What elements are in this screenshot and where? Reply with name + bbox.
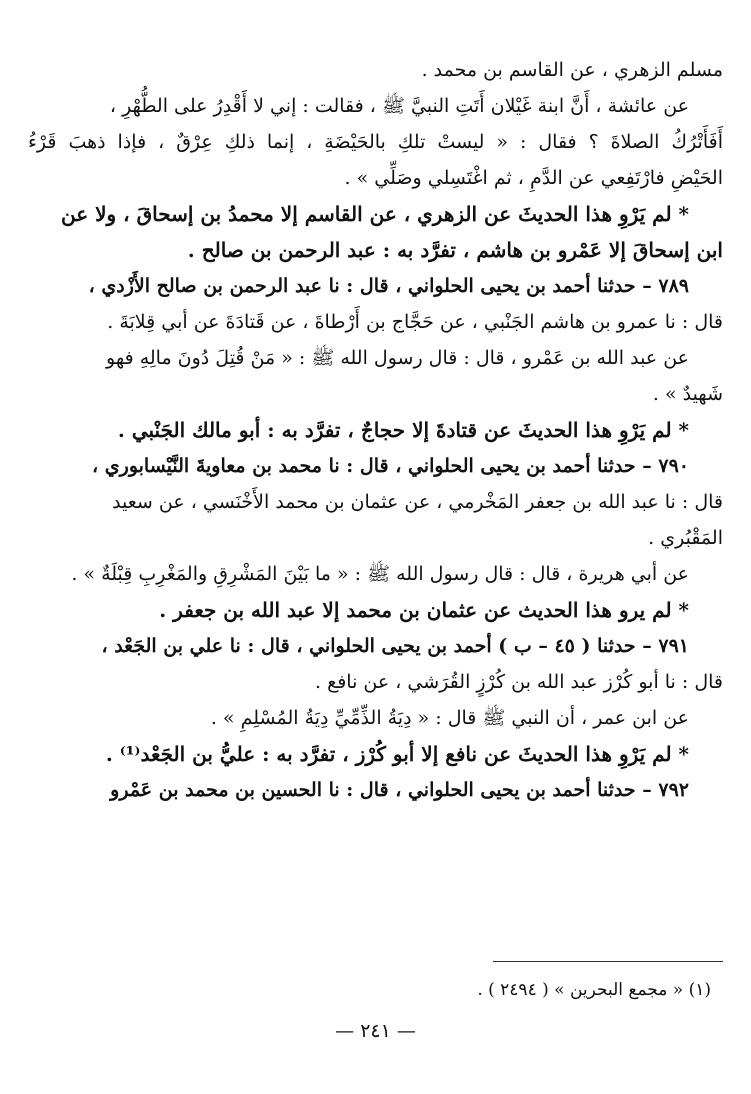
hadith-heading: ٧٩٠ – حدثنا أحمد بن يحيى الحلواني ، قال : نا محمد بن معاويةَ النَّيْسابوري ، bbox=[92, 455, 689, 477]
text-line: أَفَأَتْرُكُ الصلاةَ ؟ فقال : « ليستْ تلكِ بالحَيْضَةِ ، إنما ذلكِ عِرْقٌ ، فإذا ذهبَ قَرْءُ bbox=[28, 131, 723, 153]
commentary-line: ابن إسحاقَ إلا عَمْرو بن هاشم ، تفرَّد به : عبد الرحمن بن صالح . bbox=[187, 238, 723, 262]
text-line: قال : نا عمرو بن هاشم الجَنْبي ، عن حَجَّاج بن أَرْطاةَ ، عن قَتادَةَ عن أبي قِلابَةَ . bbox=[107, 311, 723, 333]
page-body bbox=[28, 52, 723, 808]
commentary-line: * لم يَرْوِ هذا الحديثَ عن نافع إلا أبو كُرْز ، تفرَّد به : عليُّ بن الجَعْد⁽¹⁾ . bbox=[105, 742, 689, 766]
commentary-line: * لم يرو هذا الحديث عن عثمان بن محمد إلا عبد الله بن جعفر . bbox=[159, 598, 689, 622]
footnote: (١) « مجمع البحرين » ( ٢٤٩٤ ) . bbox=[477, 980, 711, 1000]
text-line: قال : نا أبو كُرْز عبد الله بن كُرْزٍ القُرَشي ، عن نافع . bbox=[315, 671, 723, 693]
commentary-line: * لم يَرْوِ هذا الحديثَ عن الزهري ، عن القاسم إلا محمدُ بن إسحاقَ ، ولا عن bbox=[61, 202, 689, 226]
text-line: قال : نا عبد الله بن جعفر المَخْرمي ، عن عثمان بن محمد الأَخْنَسي ، عن سعيد bbox=[112, 491, 723, 513]
text-line: مسلم الزهري ، عن القاسم بن محمد . bbox=[421, 59, 723, 81]
footnote-divider bbox=[493, 961, 723, 962]
hadith-heading: ٧٩١ – حدثنا ( ٤٥ – ب ) أحمد بن يحيى الحلواني ، قال : نا علي بن الجَعْد ، bbox=[101, 635, 689, 657]
text-line: الحَيْضِ فارْتَفِعي عن الدَّمِ ، ثم اغْتَسِلي وصَلِّي » . bbox=[344, 167, 723, 189]
commentary-line: * لم يَرْوِ هذا الحديثَ عن قتادةَ إلا حجاجٌ ، تفرَّد به : أبو مالك الجَنْبي . bbox=[117, 418, 689, 442]
text-line: عن أبي هريرة ، قال : قال رسول الله ﷺ : « ما بَيْنَ المَشْرِقِ والمَغْرِبِ قِبْلَةٌ » . bbox=[71, 563, 689, 585]
text-line: المَقْبُري . bbox=[648, 527, 723, 549]
page-number: — ٢٤١ — bbox=[335, 1020, 416, 1042]
text-line: عن عبد الله بن عَمْرو ، قال : قال رسول الله ﷺ : « مَنْ قُتِلَ دُونَ مالِهِ فهو bbox=[106, 347, 689, 369]
text-line: عن ابن عمر ، أن النبي ﷺ قال : « دِيَةُ الذِّمِّيِّ دِيَةُ المُسْلِمِ » . bbox=[210, 707, 689, 729]
text-line: عن عائشة ، أَنَّ ابنة غَيْلان أَتَتِ النبيَّ ﷺ ، فقالت : إني لا أَقْدِرُ على الطُّهْرِ ، bbox=[109, 95, 689, 117]
text-line: شَهيدٌ » . bbox=[652, 383, 723, 405]
hadith-heading: ٧٨٩ – حدثنا أحمد بن يحيى الحلواني ، قال : نا عبد الرحمن بن صالح الأَزْدي ، bbox=[88, 275, 689, 297]
hadith-heading: ٧٩٢ – حدثنا أحمد بن يحيى الحلواني ، قال : نا الحسين بن محمد بن عَمْرو bbox=[110, 779, 689, 801]
